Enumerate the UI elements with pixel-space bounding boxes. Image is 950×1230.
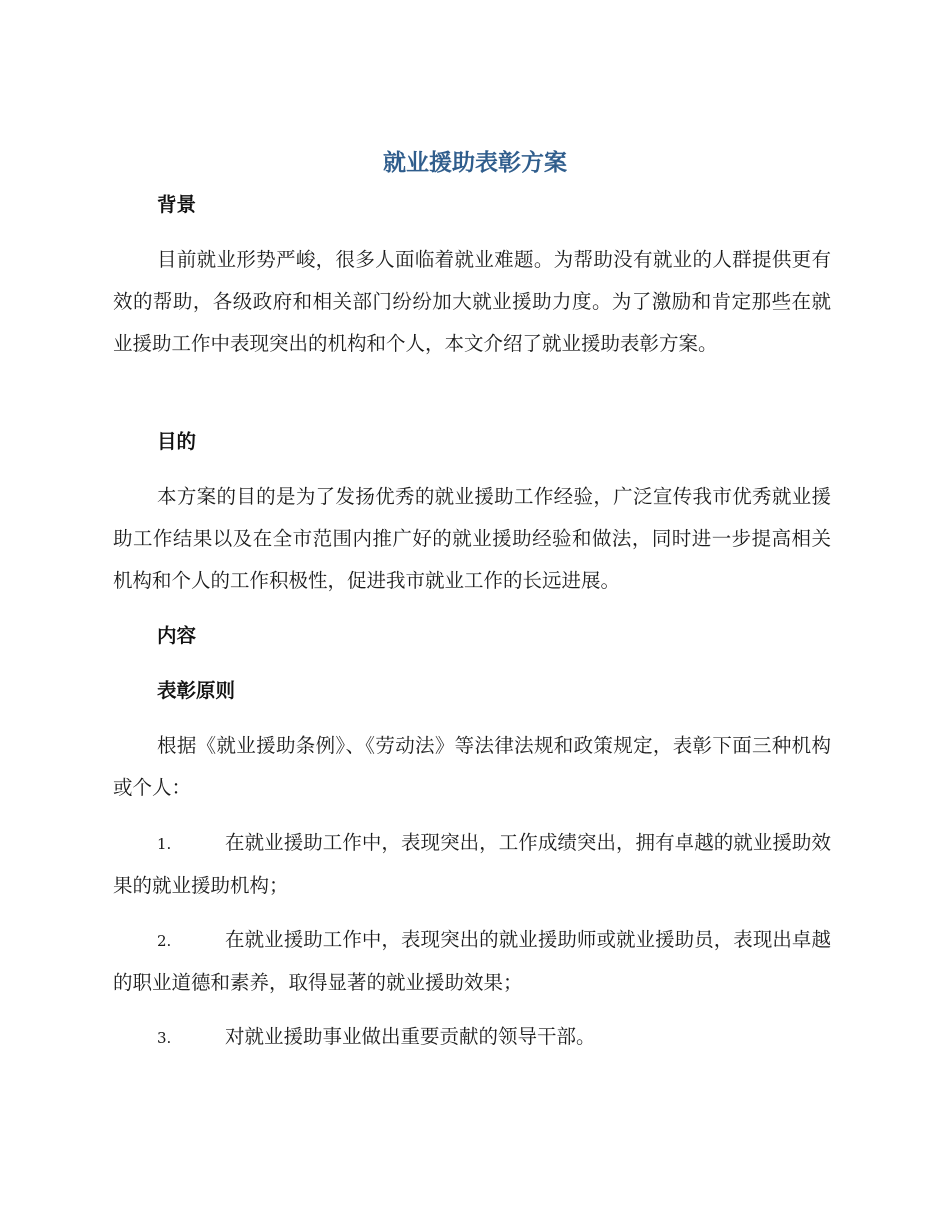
list-number: 1. — [157, 835, 172, 853]
list-item — [113, 822, 831, 907]
principle-paragraph: 根据《就业援助条例》、《劳动法》等法律法规和政策规定，表彰下面三种机构或个人： — [113, 734, 831, 799]
document-title: 就业援助表彰方案 — [383, 150, 567, 176]
section-heading-content: 内容 — [157, 624, 197, 647]
list-item — [113, 919, 831, 1004]
list-text: 对就业援助事业做出重要贡献的领导干部。 — [225, 1025, 596, 1048]
list-text: 在就业援助工作中，表现突出的就业援助师或就业援助员，表现出卓越的职业道德和素养，取得显著的就业援助效果； — [113, 928, 831, 994]
section-heading-purpose: 目的 — [157, 430, 197, 453]
purpose-paragraph: 本方案的目的是为了发扬优秀的就业援助工作经验，广泛宣传我市优秀就业援助工作结果以及在全市范围内推广好的就业援助经验和做法，同时进一步提高相关机构和个人的工作积极性，促进我市就业工作的长远进展。 — [113, 485, 831, 592]
list-number: 3. — [157, 1029, 172, 1047]
background-paragraph: 目前就业形势严峻，很多人面临着就业难题。为帮助没有就业的人群提供更有效的帮助，各级政府和相关部门纷纷加大就业援助力度。为了激励和肯定那些在就业援助工作中表现突出的机构和个人，本文介绍了就业援助表彰方案。 — [113, 248, 831, 355]
list-item — [113, 1016, 831, 1059]
list-number: 2. — [157, 932, 172, 950]
section-heading-background: 背景 — [157, 193, 197, 216]
list-text: 在就业援助工作中，表现突出，工作成绩突出，拥有卓越的就业援助效果的就业援助机构； — [113, 831, 831, 897]
section-heading-principle: 表彰原则 — [157, 679, 236, 702]
